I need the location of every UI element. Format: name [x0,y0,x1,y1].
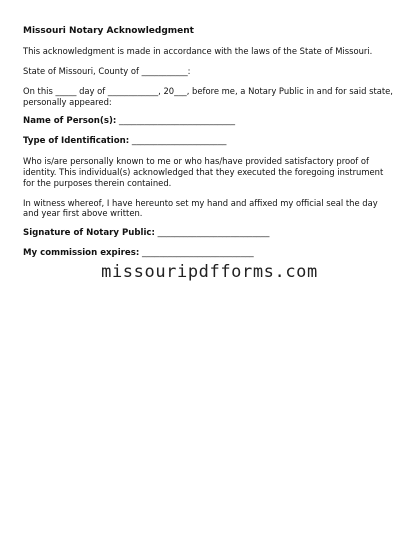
notary-signature-blank: __________________________ [154,228,270,238]
notary-signature-label: Signature of Notary Public: [23,228,155,238]
commission-expires-blank: __________________________ [139,248,254,258]
site-watermark: missouripdfforms.com [101,262,318,282]
name-of-persons-blank: ___________________________ [116,116,236,127]
commission-expires-label: My commission expires: [23,248,140,258]
name-of-persons-field [23,116,395,127]
identification-type-label: Type of Identification: [23,136,130,147]
name-of-persons-label: Name of Person(s): [23,116,117,127]
appearance-paragraph: On this _____ day of ____________, 20___, before me, a Notary Public in and for said state, personally appeared: [23,85,393,107]
identification-type-blank: ______________________ [129,136,227,147]
notary-signature-field [23,228,395,239]
witness-statement-paragraph: In witness whereof, I have hereunto set my hand and affixed my official seal the day and year first above written. [23,197,378,219]
intro-paragraph: This acknowledgment is made in accordance with the laws of the State of Missouri. [23,46,373,57]
state-county-line: State of Missouri, County of ___________: [23,66,191,76]
known-statement-paragraph: Who is/are personally known to me or who has/have provided satisfactory proof of identity. This individual(s) acknowledged that they executed the foregoing instrument for the purposes therein contained. [23,156,384,188]
commission-expires-field [23,248,395,259]
document-title: Missouri Notary Acknowledgment [23,26,194,36]
identification-type-field [23,136,395,147]
